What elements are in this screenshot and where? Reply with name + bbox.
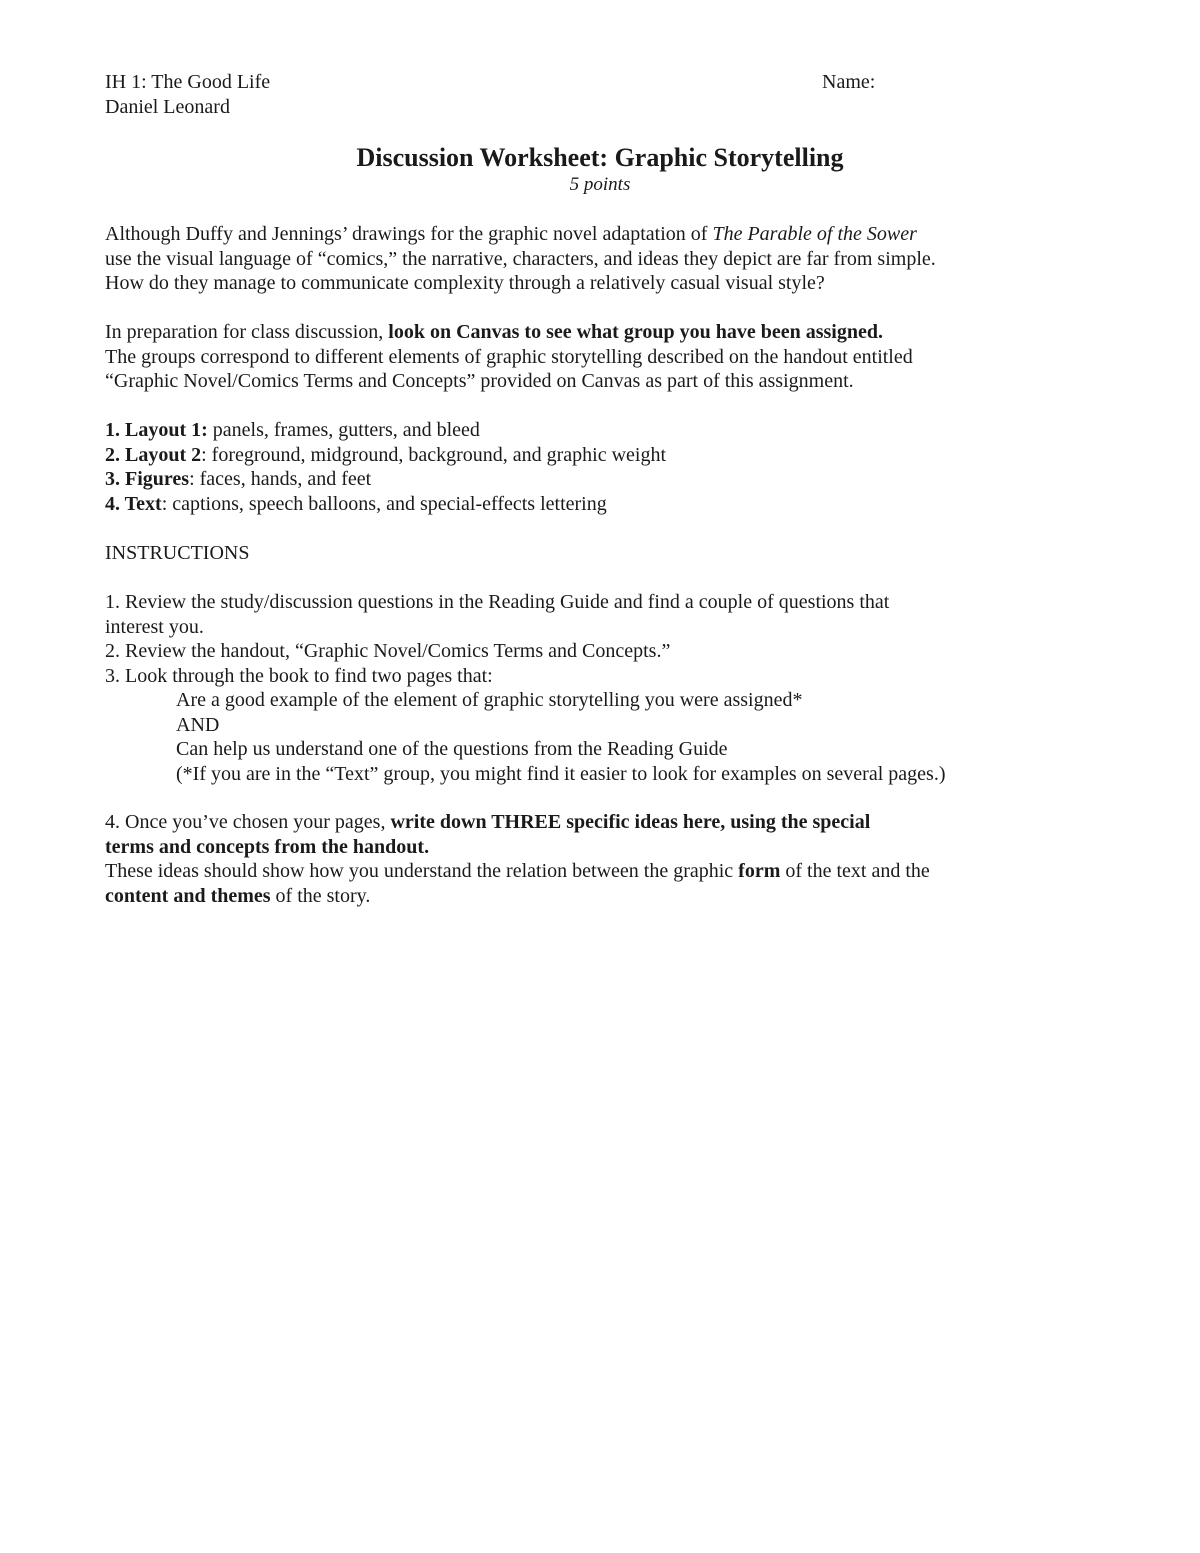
- name-label: Name:: [822, 71, 876, 93]
- intro-text: Although Duffy and Jennings’ drawings for the graphic novel adaptation of: [105, 223, 713, 245]
- intro-line-2: use the visual language of “comics,” the narrative, characters, and ideas they depict are far from simple.: [105, 247, 936, 270]
- intro-line-1: [105, 222, 917, 247]
- group-item: [105, 492, 607, 517]
- page-title: Discussion Worksheet: Graphic Storytelling: [356, 143, 844, 172]
- instruction-step-4: [105, 810, 870, 835]
- group-desc: : captions, speech balloons, and special-effects lettering: [161, 492, 607, 515]
- group-label: 3. Figures: [105, 468, 190, 490]
- group-item: [105, 467, 371, 492]
- prep-text: In preparation for class discussion,: [105, 321, 389, 343]
- prep-line-2: The groups correspond to different elements of graphic storytelling described on the handout entitled: [105, 345, 913, 368]
- instruction-step-3: 3. Look through the book to find two pages that:: [105, 664, 493, 687]
- step4-text: 4. Once you’ve chosen your pages,: [105, 811, 391, 833]
- instruction-step-2: 2. Review the handout, “Graphic Novel/Comics Terms and Concepts.”: [105, 640, 671, 662]
- group-label: 4. Text: [105, 492, 162, 515]
- instruction-step-3-sub: Are a good example of the element of graphic storytelling you were assigned*: [176, 689, 803, 711]
- step4-bold-form: form: [738, 860, 781, 882]
- group-item: [105, 418, 480, 443]
- instructor-name: Daniel Leonard: [105, 95, 230, 118]
- step4-bold-themes: content and themes: [105, 884, 271, 907]
- group-label: 2. Layout 2: [105, 443, 202, 466]
- instruction-step-1-cont: interest you.: [105, 615, 204, 638]
- step4-text: of the text and the: [780, 860, 930, 882]
- book-title: The Parable of the Sower: [712, 223, 917, 245]
- course-title: IH 1: The Good Life: [105, 71, 271, 93]
- prep-line-1: [105, 320, 883, 345]
- instruction-step-3-note: (*If you are in the “Text” group, you might find it easier to look for examples on several pages.): [176, 762, 946, 785]
- step4-bold-text: write down THREE specific ideas here, using the special: [390, 811, 871, 833]
- instruction-step-4-cont: terms and concepts from the handout.: [105, 835, 430, 858]
- group-desc: : foreground, midground, background, and graphic weight: [201, 443, 667, 466]
- instruction-step-3-sub: AND: [176, 713, 220, 736]
- prep-bold-text: look on Canvas to see what group you have been assigned.: [388, 321, 883, 343]
- step4-text: of the story.: [270, 884, 371, 907]
- instructions-heading: INSTRUCTIONS: [105, 542, 250, 564]
- points-subtitle: 5 points: [569, 174, 631, 195]
- group-item: [105, 443, 666, 468]
- header-left: [105, 70, 270, 119]
- intro-line-3: How do they manage to communicate complexity through a relatively casual visual style?: [105, 272, 825, 294]
- step4-text: These ideas should show how you understand the relation between the graphic: [105, 860, 739, 882]
- prep-line-3: “Graphic Novel/Comics Terms and Concepts” provided on Canvas as part of this assignment.: [105, 370, 854, 392]
- instruction-step-4-line-4: [105, 884, 370, 909]
- group-desc: panels, frames, gutters, and bleed: [207, 419, 480, 441]
- group-label: 1. Layout 1:: [105, 419, 208, 441]
- instruction-step-1: 1. Review the study/discussion questions in the Reading Guide and find a couple of questions that: [105, 591, 890, 613]
- instruction-step-4-line-3: [105, 859, 930, 884]
- instruction-step-3-sub: Can help us understand one of the questions from the Reading Guide: [176, 738, 728, 760]
- group-desc: : faces, hands, and feet: [189, 468, 372, 490]
